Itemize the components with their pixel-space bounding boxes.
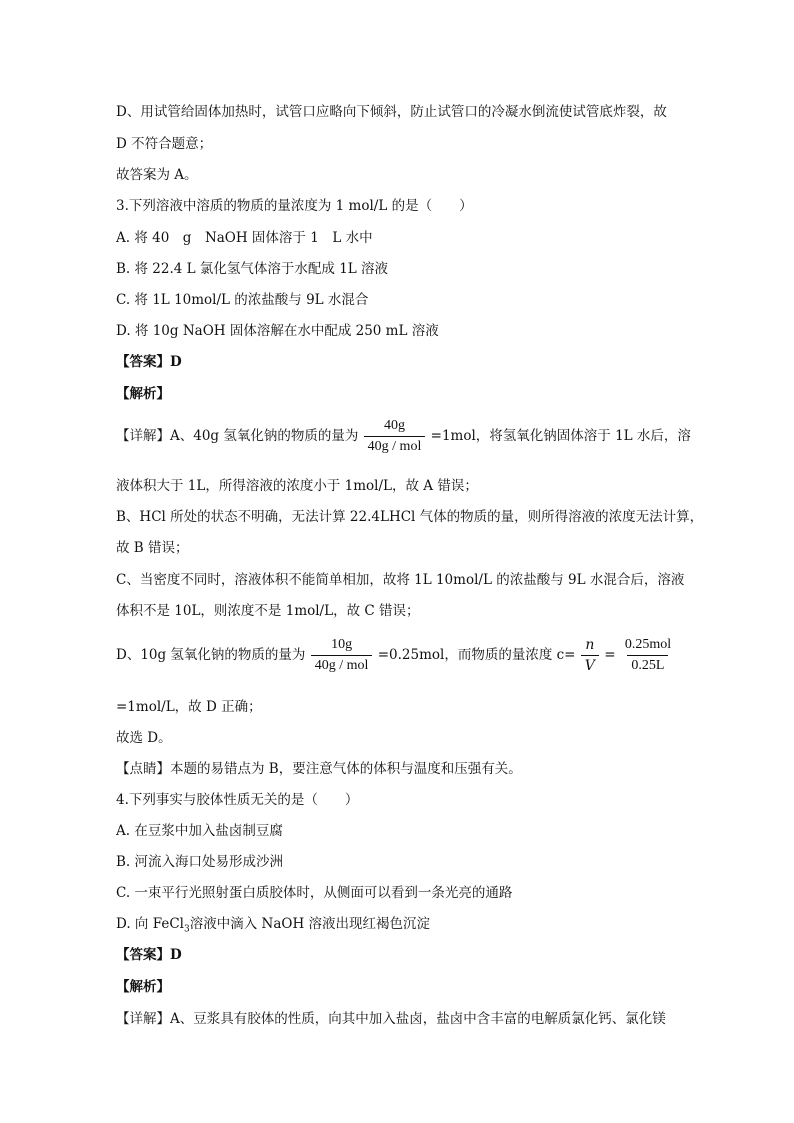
text-segment: D、10g 氢氧化钠的物质的量为 bbox=[116, 647, 306, 663]
text-line: =1mol/L，故 D 正确； bbox=[116, 699, 262, 715]
text-line: 故 B 错误； bbox=[116, 540, 189, 556]
text-segment: D. 向 FeCl bbox=[116, 916, 184, 932]
detail-line-a bbox=[116, 418, 691, 455]
option-b: B. 将 22.4 L 氯化氢气体溶于水配成 1L 溶液 bbox=[116, 261, 389, 277]
question-4-stem: 4.下列事实与胶体性质无关的是（ ） bbox=[116, 792, 359, 808]
tip-line: 【点睛】本题的易错点为 B，要注意气体的体积与温度和压强有关。 bbox=[116, 761, 522, 777]
text-line: 故选 D。 bbox=[116, 730, 172, 746]
subscript: 3 bbox=[183, 924, 190, 935]
fraction-numerator: 40g bbox=[384, 418, 405, 433]
option-a: A. 在豆浆中加入盐卤制豆腐 bbox=[116, 823, 283, 839]
fraction bbox=[621, 637, 675, 674]
question-3-stem: 3.下列溶液中溶质的物质的量浓度为 1 mol/L 的是（ ） bbox=[116, 198, 473, 214]
fraction bbox=[364, 418, 426, 455]
fraction-numerator: n bbox=[585, 637, 595, 653]
text-segment: 溶液中滴入 NaOH 溶液出现红褐色沉淀 bbox=[189, 916, 431, 932]
text-line: 【详解】A、豆浆具有胶体的性质，向其中加入盐卤，盐卤中含丰富的电解质氯化钙、氯化镁 bbox=[116, 1011, 666, 1027]
text-segment: 【详解】A、40g 氢氧化钠的物质的量为 bbox=[116, 428, 359, 444]
analysis-label: 【解析】 bbox=[116, 386, 170, 402]
fraction-n-over-v bbox=[581, 637, 599, 674]
text-segment: =0.25mol，而物质的量浓度 c= bbox=[377, 647, 576, 663]
fraction-numerator: 10g bbox=[331, 637, 353, 652]
text-line: 体积不是 10L，则浓度不是 1mol/L，故 C 错误； bbox=[116, 603, 420, 619]
detail-line-d bbox=[116, 637, 676, 674]
text-segment: =1mol，将氢氧化钠固体溶于 1L 水后，溶 bbox=[430, 428, 691, 444]
text-line: C、当密度不同时，溶液体积不能简单相加，故将 1L 10mol/L 的浓盐酸与 9L 水混合后，溶液 bbox=[116, 572, 685, 588]
option-d bbox=[116, 914, 430, 940]
option-a: A. 将 40 g NaOH 固体溶于 1 L 水中 bbox=[116, 230, 373, 246]
equals-sign: = bbox=[604, 647, 616, 663]
fraction-denominator: 0.25L bbox=[627, 655, 668, 674]
text-line: D 不符合题意； bbox=[116, 136, 213, 152]
fraction-numerator: 0.25mol bbox=[624, 637, 672, 652]
option-c: C. 一束平行光照射蛋白质胶体时，从侧面可以看到一条光亮的通路 bbox=[116, 885, 513, 901]
option-d: D. 将 10g NaOH 固体溶解在水中配成 250 mL 溶液 bbox=[116, 323, 439, 339]
option-b: B. 河流入海口处易形成沙洲 bbox=[116, 854, 284, 870]
text-line: 故答案为 A。 bbox=[116, 167, 198, 183]
text-line: 液体积大于 1L，所得溶液的浓度小于 1mol/L，故 A 错误； bbox=[116, 478, 478, 494]
fraction bbox=[311, 637, 373, 674]
text-line: D、用试管给固体加热时，试管口应略向下倾斜，防止试管口的冷凝水倒流使试管底炸裂，故 bbox=[116, 104, 667, 120]
fraction-denominator: 40g / mol bbox=[311, 655, 373, 674]
option-c: C. 将 1L 10mol/L 的浓盐酸与 9L 水混合 bbox=[116, 292, 369, 308]
answer-label: 【答案】D bbox=[116, 947, 182, 963]
answer-label: 【答案】D bbox=[116, 354, 182, 370]
text-line: B、HCl 所处的状态不明确，无法计算 22.4LHCl 气体的物质的量，则所得溶液的浓度无法计算， bbox=[116, 509, 704, 525]
analysis-label: 【解析】 bbox=[116, 979, 170, 995]
fraction-denominator: V bbox=[581, 655, 599, 674]
fraction-denominator: 40g / mol bbox=[364, 436, 426, 455]
